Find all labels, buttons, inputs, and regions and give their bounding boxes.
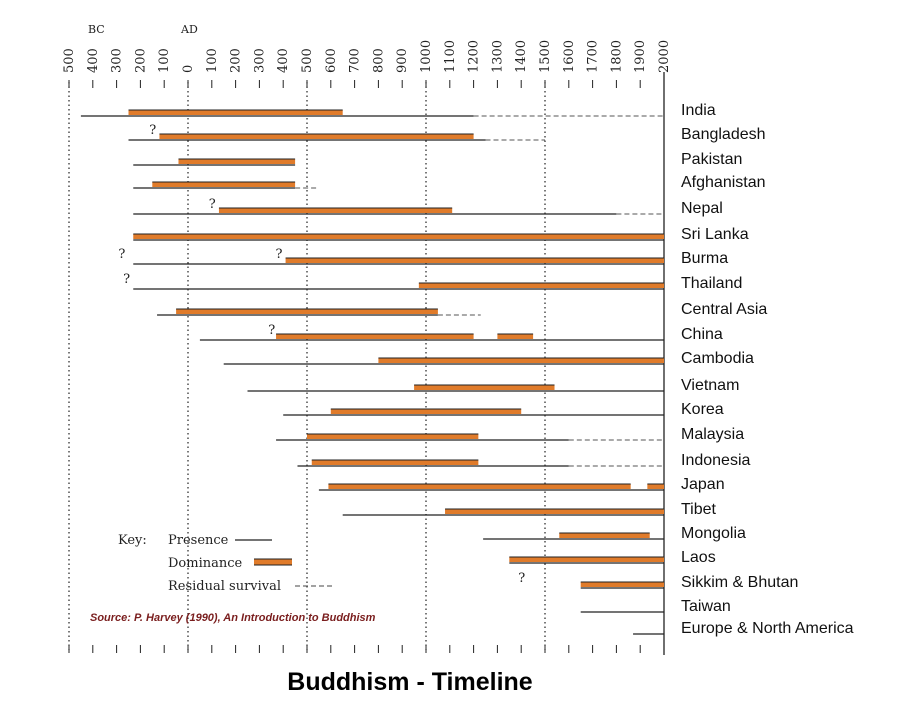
- timeline-row: [483, 525, 746, 542]
- country-label: Korea: [681, 401, 724, 418]
- tick-label: 1200: [466, 39, 482, 73]
- tick-label: 300: [109, 48, 125, 73]
- timeline-row: [633, 620, 854, 637]
- tick-label: 100: [157, 48, 173, 73]
- country-label: Thailand: [681, 275, 743, 292]
- tick-label: 1600: [561, 39, 577, 73]
- dominance-bar: [378, 358, 664, 363]
- country-label: Sikkim & Bhutan: [681, 574, 799, 591]
- key-title: Key:: [118, 533, 147, 548]
- dominance-bar: [219, 208, 452, 213]
- dominance-bar: [414, 385, 554, 390]
- chart-title: Buddhism - Timeline: [287, 668, 533, 696]
- timeline-row: [123, 272, 742, 292]
- dominance-bar: [497, 334, 533, 339]
- country-label: Malaysia: [681, 426, 745, 443]
- uncertain-question-mark: ?: [518, 571, 526, 586]
- key-dominance-label: Dominance: [168, 556, 243, 571]
- timeline-row: [133, 197, 723, 217]
- tick-label: 1800: [609, 39, 625, 73]
- tick-label: 1700: [585, 39, 601, 73]
- dominance-bar: [159, 134, 473, 139]
- tick-label: 1000: [419, 39, 434, 73]
- country-label: Nepal: [681, 200, 723, 217]
- tick-label: 700: [347, 48, 363, 73]
- dominance-bar: [178, 159, 295, 164]
- timeline-row: [283, 401, 724, 418]
- timeline-row: [133, 226, 748, 243]
- timeline-row: [248, 377, 740, 394]
- tick-label: 1300: [490, 39, 506, 73]
- dominance-bar: [581, 582, 664, 587]
- tick-label: 900: [395, 48, 411, 73]
- tick-label: 500: [62, 48, 77, 73]
- uncertain-question-mark: ?: [118, 247, 126, 262]
- timeline-row: [509, 549, 715, 566]
- timeline-row: [133, 174, 765, 191]
- dominance-bar: [419, 283, 664, 288]
- key-residual-label: Residual survival: [168, 579, 282, 594]
- key-presence-label: Presence: [168, 533, 229, 548]
- timeline-row: [133, 151, 742, 168]
- timeline-row: [200, 323, 723, 343]
- key-dominance-bar: [254, 559, 292, 565]
- era-label-ad: AD: [181, 23, 198, 36]
- country-label: Burma: [681, 250, 729, 267]
- dominance-bar: [276, 334, 474, 339]
- timeline-row: [518, 571, 798, 591]
- dominance-bar: [129, 110, 343, 115]
- country-label: China: [681, 326, 723, 343]
- dominance-bar: [307, 434, 478, 439]
- dominance-bar: [328, 484, 630, 489]
- uncertain-question-mark: ?: [149, 123, 157, 138]
- country-label: Cambodia: [681, 350, 754, 367]
- timeline-row: [224, 350, 754, 367]
- country-label: Indonesia: [681, 452, 751, 469]
- tick-label: 2000: [657, 39, 672, 73]
- dominance-bar: [286, 258, 664, 263]
- tick-label: 100: [204, 48, 220, 73]
- country-label: Sri Lanka: [681, 226, 749, 243]
- tick-label: 300: [252, 48, 268, 73]
- legend-key: [118, 533, 334, 594]
- timeline-row: [276, 426, 744, 443]
- timeline-row: [157, 301, 767, 318]
- source-citation: Source: P. Harvey (1990), An Introduction to Buddhism: [90, 612, 376, 624]
- tick-label: 200: [133, 48, 149, 73]
- tick-label: 800: [371, 48, 387, 73]
- dominance-bar: [509, 557, 664, 562]
- tick-label: 1100: [442, 39, 458, 73]
- dominance-bar: [331, 409, 521, 414]
- dominance-bar: [133, 234, 664, 239]
- tick-label: 1500: [538, 39, 553, 73]
- timeline-row: [343, 501, 717, 518]
- tick-label: 1900: [633, 39, 649, 73]
- timeline-row: [118, 247, 728, 267]
- country-label: Tibet: [681, 501, 716, 518]
- country-label: Laos: [681, 549, 716, 566]
- tick-label: 600: [323, 48, 339, 73]
- timeline-row: [129, 123, 766, 143]
- tick-label: 500: [300, 48, 315, 73]
- tick-label: 1400: [514, 39, 530, 73]
- country-label: Europe & North America: [681, 620, 854, 637]
- country-label: Afghanistan: [681, 174, 766, 191]
- country-label: Taiwan: [681, 598, 731, 615]
- tick-label: 200: [228, 48, 244, 73]
- dominance-bar: [445, 509, 664, 514]
- country-label: Bangladesh: [681, 126, 766, 143]
- dominance-bar: [312, 460, 479, 465]
- timeline-row: [297, 452, 750, 469]
- dominance-bar: [176, 309, 438, 314]
- tick-label: 400: [276, 48, 292, 73]
- era-label-bc: BC: [88, 23, 105, 36]
- tick-label: 0: [181, 64, 196, 73]
- uncertain-question-mark: ?: [208, 197, 216, 212]
- country-label: Pakistan: [681, 151, 743, 168]
- country-label: Central Asia: [681, 301, 768, 318]
- dominance-bar: [152, 182, 295, 187]
- tick-label: 400: [85, 48, 101, 73]
- country-label: Vietnam: [681, 377, 740, 394]
- uncertain-question-mark: ?: [275, 247, 283, 262]
- country-label: Mongolia: [681, 525, 746, 542]
- country-label: Japan: [681, 476, 725, 493]
- dominance-bar: [559, 533, 649, 538]
- uncertain-question-mark: ?: [268, 323, 276, 338]
- dominance-bar: [647, 484, 664, 489]
- uncertain-question-mark: ?: [123, 272, 131, 287]
- timeline-row: [81, 102, 716, 119]
- country-label: India: [681, 102, 716, 119]
- timeline-row: [581, 598, 731, 615]
